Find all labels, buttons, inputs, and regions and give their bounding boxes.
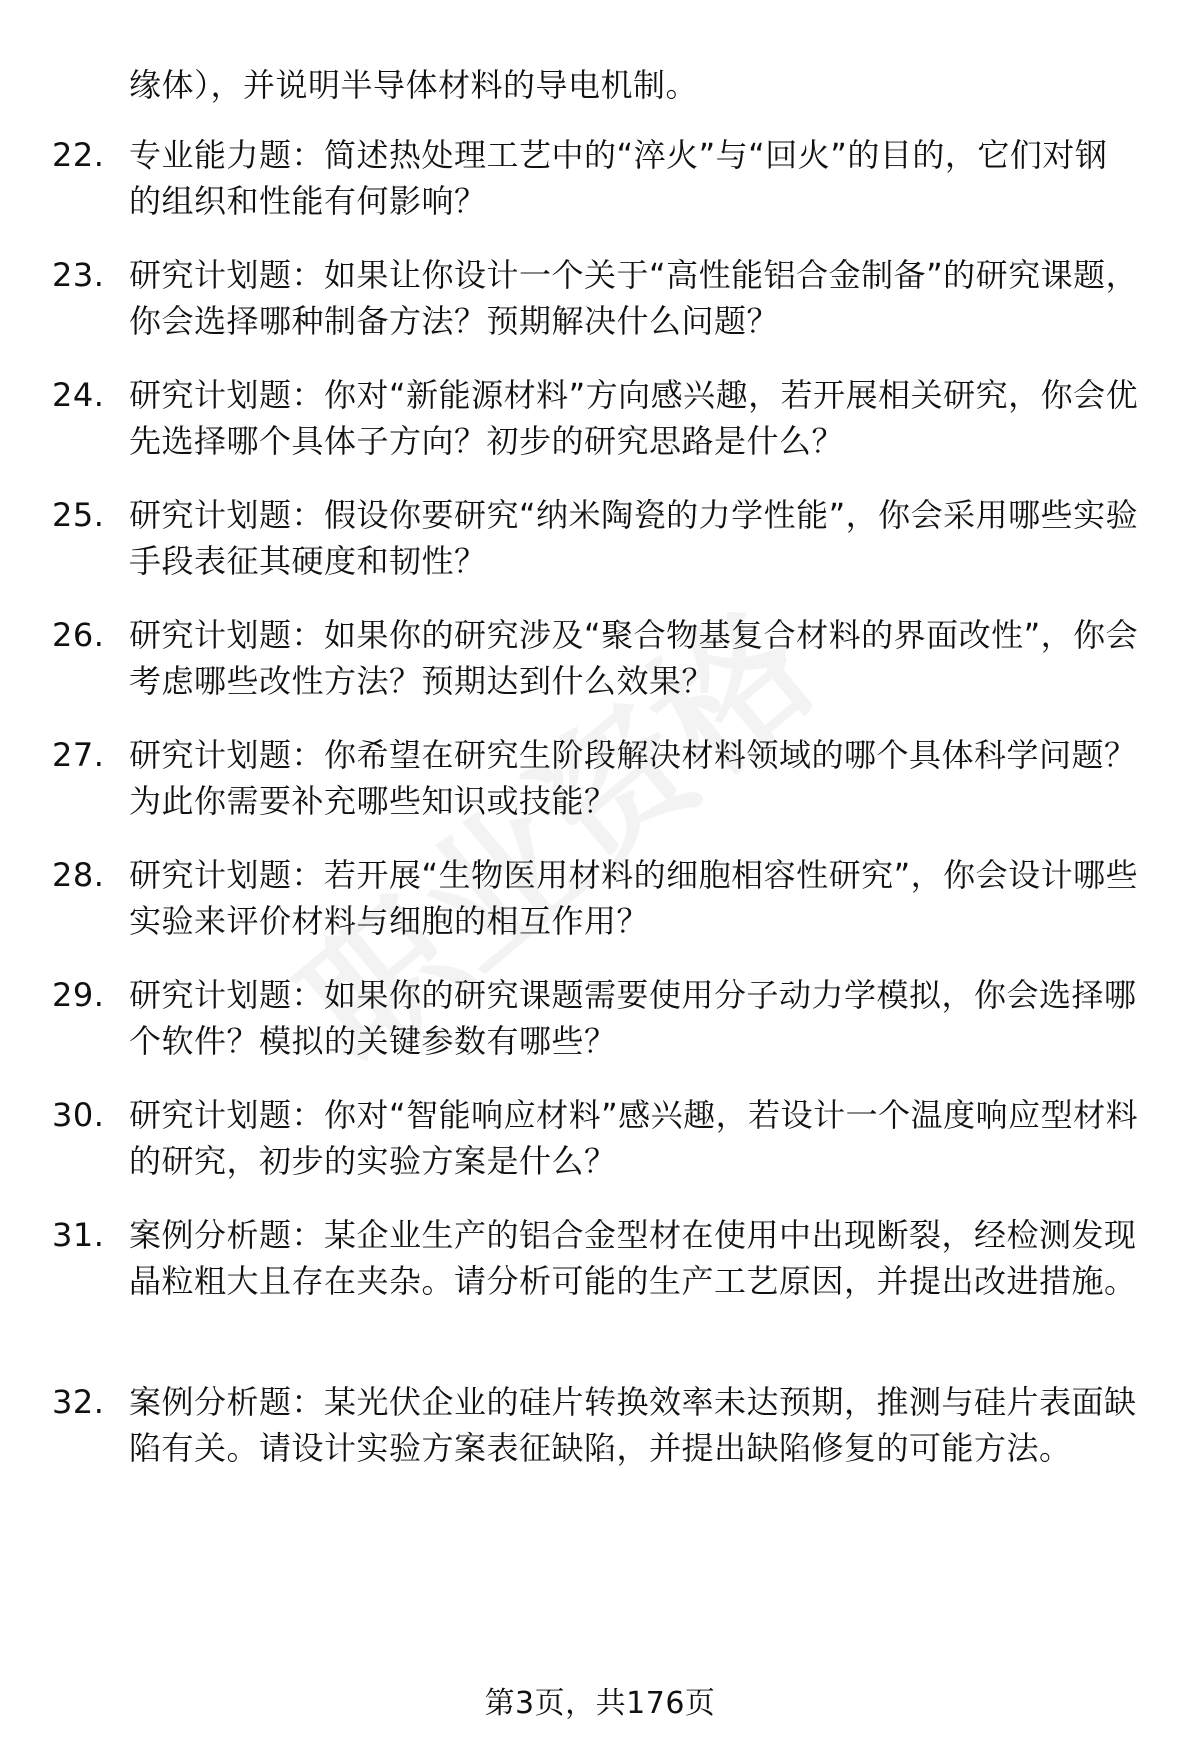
page-footer: 第3页，共176页 <box>484 1686 716 1721</box>
question-number: 26. <box>52 616 105 654</box>
question-number: 22. <box>52 136 105 174</box>
question-number: 23. <box>52 256 105 294</box>
question-text: 专业能力题：简述热处理工艺中的“淬火”与“回火”的目的，它们对钢的组织和性能有何影响？ <box>129 136 1108 220</box>
question-number: 28. <box>52 856 105 894</box>
question-text: 研究计划题：如果你的研究涉及“聚合物基复合材料的界面改性”，你会考虑哪些改性方法？预期达到什么效果？ <box>129 616 1139 700</box>
question-number: 27. <box>52 736 105 774</box>
question-number: 31. <box>52 1216 105 1254</box>
question-text: 研究计划题：如果让你设计一个关于“高性能铝合金制备”的研究课题，你会选择哪种制备方法？预期解决什么问题？ <box>129 256 1139 340</box>
question-number: 25. <box>52 496 105 534</box>
question-text: 研究计划题：你对“智能响应材料”感兴趣，若设计一个温度响应型材料的研究，初步的实验方案是什么？ <box>129 1096 1139 1180</box>
question-text: 案例分析题：某企业生产的铝合金型材在使用中出现断裂，经检测发现晶粒粗大且存在夹杂。请分析可能的生产工艺原因，并提出改进措施。 <box>129 1216 1137 1300</box>
question-text: 研究计划题：你对“新能源材料”方向感兴趣，若开展相关研究，你会优先选择哪个具体子方向？初步的研究思路是什么？ <box>129 376 1139 460</box>
question-text: 研究计划题：假设你要研究“纳米陶瓷的力学性能”，你会采用哪些实验手段表征其硬度和韧性？ <box>129 496 1139 580</box>
question-number: 29. <box>52 976 105 1014</box>
question-text: 研究计划题：如果你的研究课题需要使用分子动力学模拟，你会选择哪个软件？模拟的关键参数有哪些？ <box>129 976 1137 1060</box>
question-number: 32. <box>52 1383 105 1421</box>
question-text: 研究计划题：你希望在研究生阶段解决材料领域的哪个具体科学问题？为此你需要补充哪些知识或技能？ <box>129 736 1137 820</box>
question-text: 研究计划题：若开展“生物医用材料的细胞相容性研究”，你会设计哪些实验来评价材料与细胞的相互作用？ <box>129 856 1139 940</box>
question-text: 案例分析题：某光伏企业的硅片转换效率未达预期，推测与硅片表面缺陷有关。请设计实验方案表征缺陷，并提出缺陷修复的可能方法。 <box>129 1383 1137 1467</box>
continuation-text: 缘体），并说明半导体材料的导电机制。 <box>129 66 699 104</box>
question-number: 24. <box>52 376 105 414</box>
question-number: 30. <box>52 1096 105 1134</box>
